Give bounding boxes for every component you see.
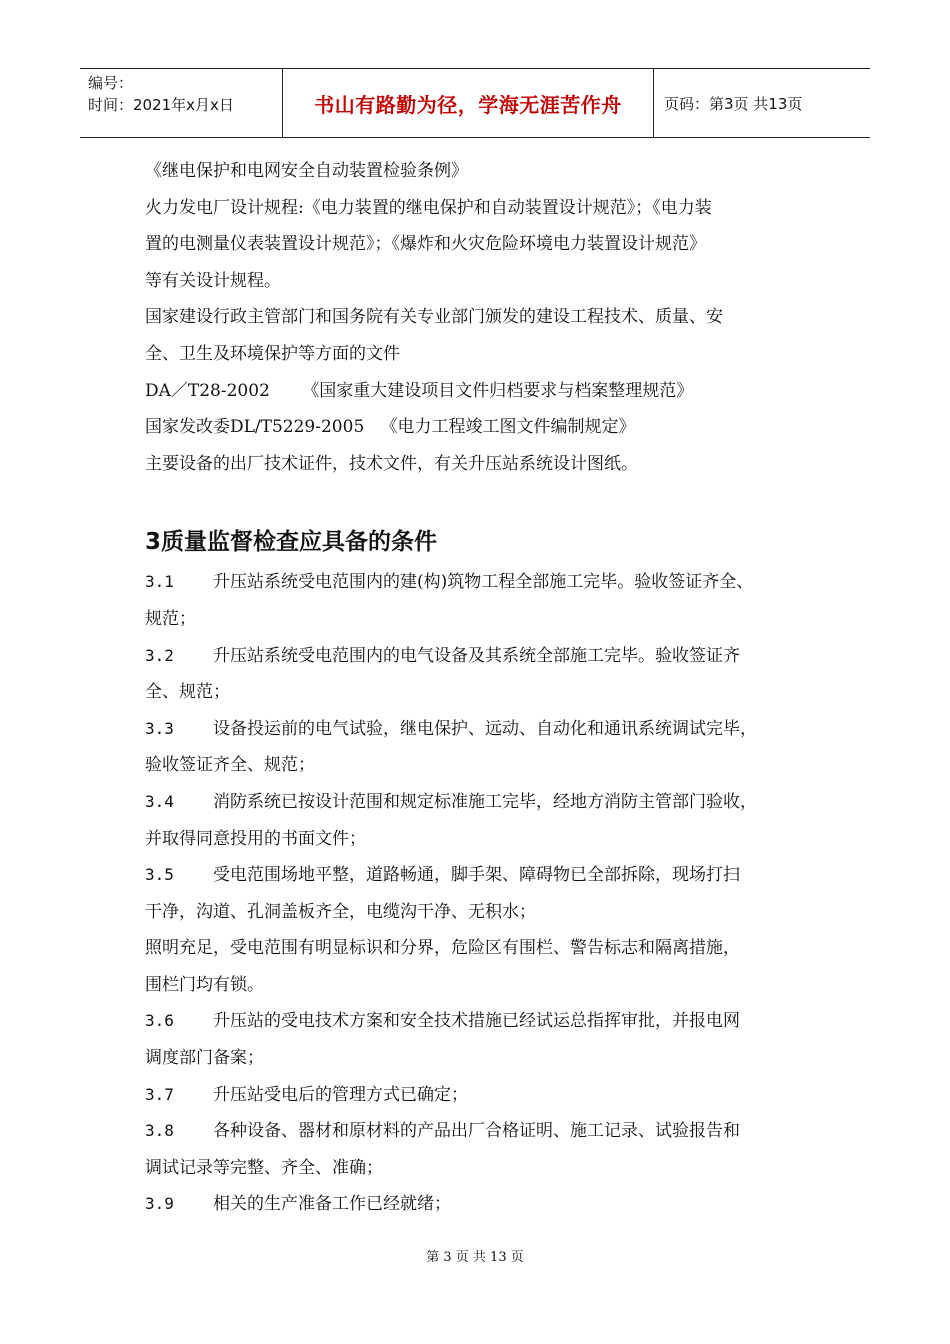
item-number: 3.9	[145, 1194, 174, 1214]
condition-item	[145, 1186, 825, 1223]
section-heading: 3质量监督检查应具备的条件	[145, 529, 438, 556]
header-left-cell	[80, 69, 282, 137]
condition-item	[145, 1077, 825, 1114]
item-number: 3.2	[145, 645, 174, 665]
item-text: 相关的生产准备工作已经就绪；	[213, 1194, 451, 1215]
condition-item	[145, 857, 825, 894]
item-number: 3.5	[145, 865, 174, 885]
item-continuation: 围栏门均有锁。	[145, 974, 264, 995]
item-text: 各种设备、器材和原材料的产品出厂合格证明、施工记录、试验报告和	[213, 1121, 740, 1142]
item-number: 3.8	[145, 1121, 174, 1141]
item-number: 3.4	[145, 791, 174, 811]
condition-item	[145, 564, 825, 601]
page-footer: 第 3 页 共 13 页	[426, 1250, 524, 1265]
item-text: 升压站系统受电范围内的电气设备及其系统全部施工完毕。验收签证齐	[213, 645, 740, 666]
item-text: 受电范围场地平整，道路畅通，脚手架、障碍物已全部拆除，现场打扫	[213, 865, 740, 886]
item-continuation: 干净，沟道、孔洞盖板齐全，电缆沟干净、无积水；	[145, 901, 536, 922]
header-motto: 书山有路勤为径，学海无涯苦作舟	[282, 69, 654, 137]
reference-line: 全、卫生及环境保护等方面的文件	[145, 343, 400, 364]
item-continuation: 调试记录等完整、齐全、准确；	[145, 1157, 383, 1178]
section-spacer	[145, 482, 825, 516]
document-number-label: 编号：	[88, 74, 134, 92]
reference-line: DA／T28-2002 《国家重大建设项目文件归档要求与档案整理规范》	[145, 380, 694, 401]
item-text: 升压站的受电技术方案和安全技术措施已经试运总指挥审批，并报电网	[213, 1011, 740, 1032]
item-text: 升压站受电后的管理方式已确定；	[213, 1084, 468, 1105]
item-text: 升压站系统受电范围内的建(构)筑物工程全部施工完毕。验收签证齐全、	[213, 572, 754, 593]
item-continuation: 并取得同意投用的书面文件；	[145, 828, 366, 849]
condition-item	[145, 638, 825, 675]
reference-line: 主要设备的出厂技术证件，技术文件，有关升压站系统设计图纸。	[145, 453, 638, 474]
document-body	[145, 153, 825, 1223]
item-number: 3.3	[145, 718, 174, 738]
item-number: 3.7	[145, 1084, 174, 1104]
item-continuation: 照明充足，受电范围有明显标识和分界，危险区有围栏、警告标志和隔离措施，	[145, 938, 740, 959]
condition-item	[145, 711, 825, 748]
item-text: 消防系统已按设计范围和规定标准施工完毕，经地方消防主管部门验收，	[213, 791, 757, 812]
header-page-info: 页码：第3页 共13页	[664, 94, 803, 113]
condition-item	[145, 1113, 825, 1150]
page-header	[80, 68, 870, 138]
reference-line: 等有关设计规程。	[145, 270, 281, 291]
document-date-label: 时间：2021年x月x日	[88, 96, 234, 114]
item-number: 3.6	[145, 1011, 174, 1031]
reference-line: 《继电保护和电网安全自动装置检验条例》	[145, 161, 468, 181]
reference-line: 火力发电厂设计规程:《电力装置的继电保护和自动装置设计规范》；《电力装	[145, 197, 712, 218]
item-number: 3.1	[145, 572, 174, 592]
item-continuation: 规范；	[145, 608, 196, 629]
item-continuation: 全、规范；	[145, 682, 230, 703]
condition-item	[145, 1003, 825, 1040]
item-text: 设备投运前的电气试验，继电保护、远动、自动化和通讯系统调试完毕，	[213, 718, 757, 739]
condition-item	[145, 784, 825, 821]
item-continuation: 调度部门备案；	[145, 1048, 264, 1069]
reference-line: 国家发改委DL/T5229-2005 《电力工程竣工图文件编制规定》	[145, 417, 636, 438]
reference-line: 国家建设行政主管部门和国务院有关专业部门颁发的建设工程技术、质量、安	[145, 307, 723, 328]
item-continuation: 验收签证齐全、规范；	[145, 755, 315, 776]
reference-line: 置的电测量仪表装置设计规范》；《爆炸和火灾危险环境电力装置设计规范》	[145, 234, 706, 255]
